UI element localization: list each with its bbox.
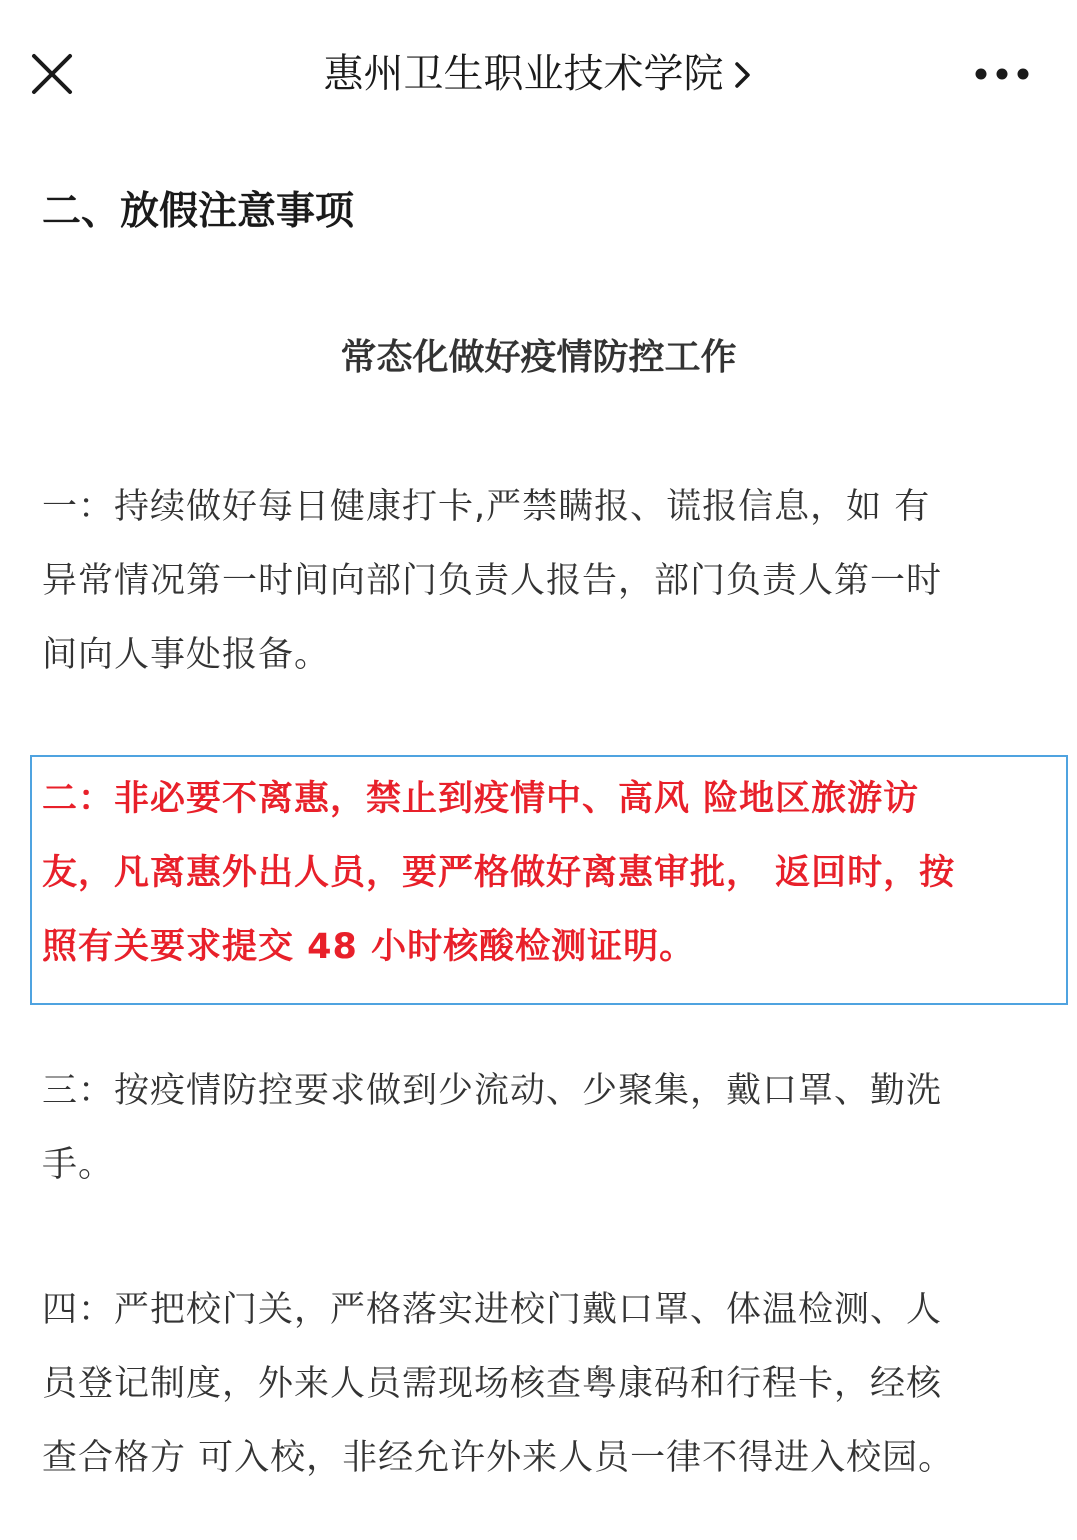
notice-item-4-line: 员登记制度，外来人员需现场核查粤康码和行程卡，经核 <box>42 1364 943 1404</box>
notice-item-3 <box>42 1054 1037 1202</box>
notice-item-2-highlighted <box>42 762 1052 984</box>
notice-item-2-line: 照有关要求提交 48 小时核酸检测证明。 <box>42 927 696 967</box>
notice-item-1-line: 一：持续做好每日健康打卡,严禁瞒报、谎报信息，如 有 <box>42 487 931 527</box>
notice-item-2-line: 二：非必要不离惠，禁止到疫情中、高风 险地区旅游访 <box>42 779 920 819</box>
notice-item-3-line: 手。 <box>42 1145 115 1185</box>
notice-item-3-line: 三：按疫情防控要求做到少流动、少聚集，戴口罩、勤洗 <box>42 1071 943 1111</box>
close-icon <box>30 52 74 96</box>
account-title: 惠州卫生职业技术学院 <box>323 51 724 97</box>
section-heading: 二、放假注意事项 <box>42 189 355 234</box>
notice-item-2-line: 友，凡离惠外出人员，要严格做好离惠审批， 返回时，按 <box>42 853 956 893</box>
top-navbar <box>0 0 1077 145</box>
notice-item-1-line: 间向人事处报备。 <box>42 635 331 675</box>
notice-item-4 <box>42 1273 1037 1495</box>
notice-item-1 <box>42 470 1037 692</box>
notice-item-4-line: 四：严把校门关，严格落实进校门戴口罩、体温检测、人 <box>42 1290 943 1330</box>
notice-item-4-line: 查合格方 可入校，非经允许外来人员一律不得进入校园。 <box>42 1438 955 1478</box>
more-dots-icon <box>972 60 1032 88</box>
notice-item-1-line: 异常情况第一时间向部门负责人报告，部门负责人第一时 <box>42 561 943 601</box>
more-options-button[interactable] <box>972 60 1032 88</box>
close-button[interactable] <box>30 52 74 96</box>
chevron-right-icon <box>732 60 754 90</box>
account-title-link[interactable] <box>150 44 927 104</box>
sub-heading: 常态化做好疫情防控工作 <box>340 337 737 378</box>
